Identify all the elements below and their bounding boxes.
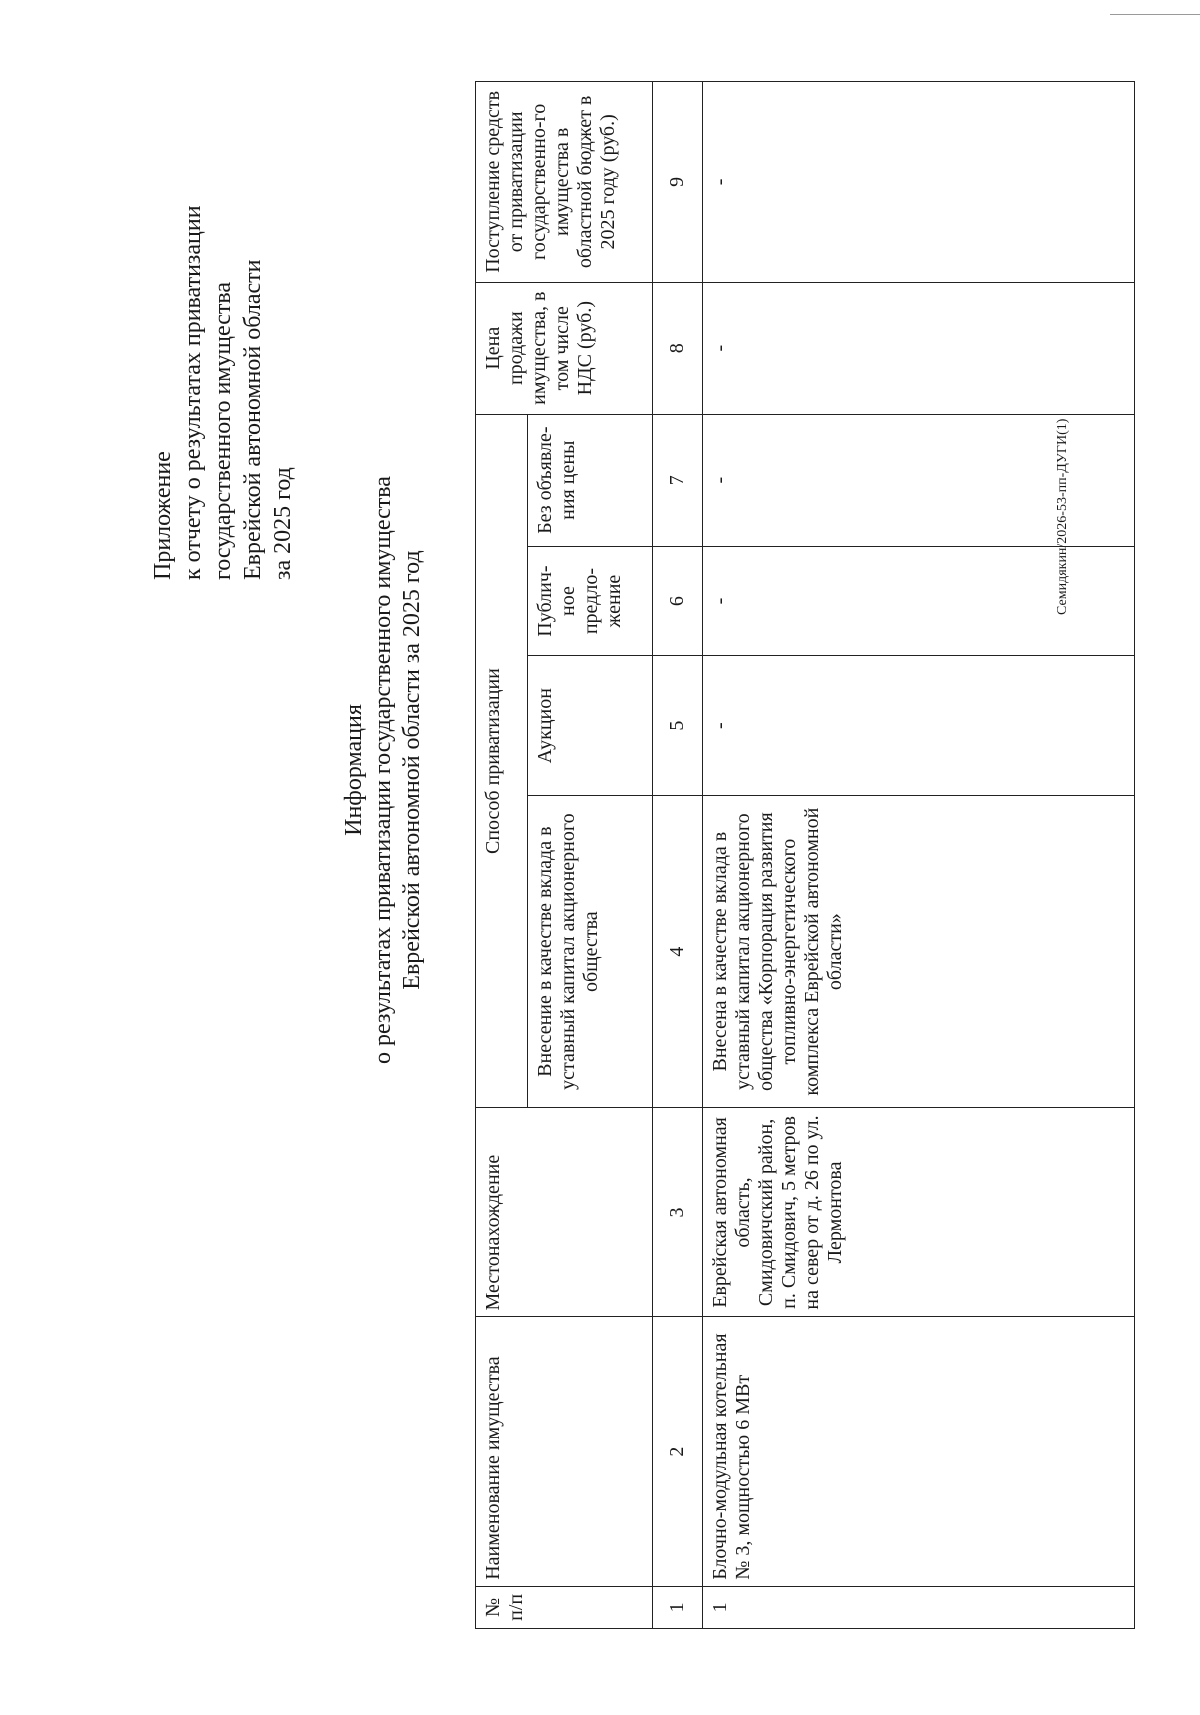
column-number: 8 [653,282,703,414]
document-subtitle: Еврейской автономной области за 2025 год [399,550,425,990]
header-name: Наименование имущества [476,1317,653,1586]
row-proceeds: - [703,82,1135,283]
appendix-line: за 2025 год [270,467,296,580]
header-location: Местонахождение [476,1108,653,1317]
appendix-line: Еврейской автономной области [240,259,266,580]
header-method-auction: Аукцион [528,656,653,795]
column-number: 7 [653,414,703,546]
header-method-contribution: Внесение в качестве вклада в уставный капитал акционерного общества [528,795,653,1108]
header-method-public: Публич-ное предло-жение [528,546,653,656]
table-header-row [476,82,528,1629]
column-number: 9 [653,82,703,283]
header-method-no-price: Без объявле-ния цены [528,414,653,546]
row-location: Еврейская автономная область, Смидовичский район, п. Смидович, 5 метров на север от д. 26 по ул. Лермонтова [703,1108,1135,1317]
column-number: 4 [653,795,703,1108]
header-method-group: Способ приватизации [476,414,528,1108]
header-proceeds: Поступление средств от приватизации государственно-го имущества в областной бюджет в 2025 году (руб.) [476,82,653,283]
column-number: 2 [653,1317,703,1586]
row-auction: - [703,656,1135,795]
column-number: 5 [653,656,703,795]
document-title: Информация [341,704,367,836]
document-heading [340,300,427,1240]
appendix-line: государственного имущества [210,281,236,580]
document-code: Семидякин/2026-53-пп-ДУГИ(1) [1055,418,1070,615]
column-number: 3 [653,1108,703,1317]
column-number: 1 [653,1586,703,1628]
row-name: Блочно-модульная котельная № 3, мощностью 6 МВт [703,1317,1135,1586]
header-num: № п/п [476,1586,653,1628]
appendix-note [148,160,298,580]
appendix-line: к отчету о результатах приватизации [180,205,206,580]
appendix-line: Приложение [150,451,176,580]
column-number: 6 [653,546,703,656]
row-public-offer: - [703,546,1135,656]
document-subtitle: о результатах приватизации государственного имущества [370,476,396,1064]
row-no-price: - [703,414,1135,546]
row-contribution: Внесена в качестве вклада в уставный капитал акционерного общества «Корпорация развития топливно-энергетического комплекса Еврейской автономной области» [703,795,1135,1108]
header-price: Цена продажи имущества, в том числе НДС (руб.) [476,282,653,414]
privatization-table [475,81,1135,1629]
table-row [703,82,1135,1629]
row-num: 1 [703,1586,1135,1628]
column-number-row [653,82,703,1629]
row-price: - [703,282,1135,414]
